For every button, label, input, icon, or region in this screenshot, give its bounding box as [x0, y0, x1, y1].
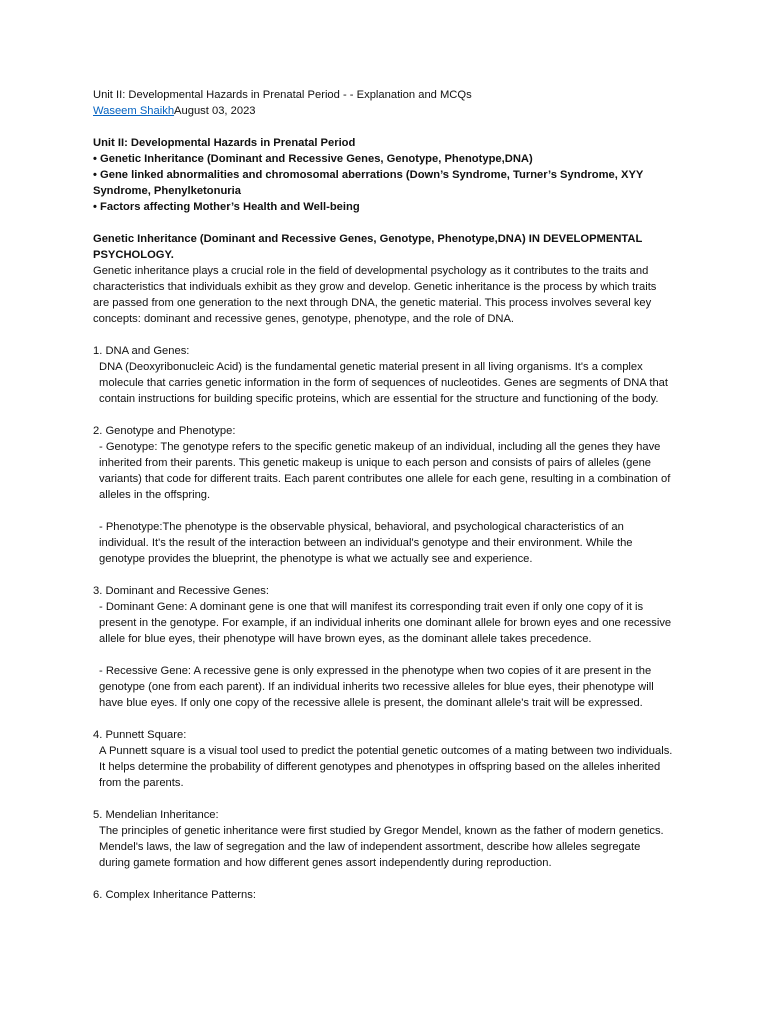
spacer: [93, 567, 673, 583]
item-text-phenotype: - Phenotype:The phenotype is the observable physical, behavioral, and psychological characteristics of an individual. It's the result of the interaction between an individual's genotype and their environment. While the genotype provides the blueprint, the phenotype is what we actually see and experience.: [99, 521, 633, 565]
spacer: [93, 327, 673, 343]
item-title-complex: 6. Complex Inheritance Patterns:: [93, 889, 256, 901]
outline-bullet: • Factors affecting Mother’s Health and Well-being: [93, 201, 360, 213]
spacer: [93, 791, 673, 807]
outline-bullet: • Genetic Inheritance (Dominant and Recessive Genes, Genotype, Phenotype,DNA): [93, 153, 533, 165]
item-text-recessive: - Recessive Gene: A recessive gene is only expressed in the phenotype when two copies of it are present in the genotype (one from each parent). If an individual inherits two recessive alleles for blue eyes, their phenotype will have blue eyes. If only one copy of the recessive allele is present, the dominant allele's trait will be expressed.: [99, 665, 654, 709]
spacer: [93, 407, 673, 423]
spacer: [93, 711, 673, 727]
item-text-dominant: - Dominant Gene: A dominant gene is one that will manifest its corresponding trait even if only one copy of it is present in the genotype. For example, if an individual inherits one dominant allele for brown eyes and one recessive allele for blue eyes, their phenotype will have brown eyes, as the dominant allele takes precedence.: [99, 601, 672, 645]
spacer: [93, 503, 673, 519]
post-date: August 03, 2023: [174, 105, 256, 117]
spacer: [93, 871, 673, 887]
outline-bullet: • Gene linked abnormalities and chromosomal aberrations (Down’s Syndrome, Turner’s Syndrome, XYY Syndrome, Phenylketonuria: [93, 169, 644, 197]
item-text-genotype: - Genotype: The genotype refers to the specific genetic makeup of an individual, including all the genes they have inherited from their parents. This genetic makeup is unique to each person and consists of pairs of alleles (gene variants) that code for different traits. Each parent contributes one allele for each gene, resulting in a combination of alleles in the offspring.: [99, 441, 671, 501]
spacer: [93, 215, 673, 231]
byline: [93, 103, 673, 119]
item-title-punnett: 4. Punnett Square:: [93, 729, 187, 741]
item-title-mendel: 5. Mendelian Inheritance:: [93, 809, 219, 821]
item-title-dna: 1. DNA and Genes:: [93, 345, 190, 357]
item-text-dna: DNA (Deoxyribonucleic Acid) is the fundamental genetic material present in all living organisms. It's a complex molecule that carries genetic information in the form of sequences of nucleotides. Genes are segments of DNA that contain instructions for building specific proteins, which are essential for the structure and functioning of the body.: [99, 361, 668, 405]
item-text-mendel: The principles of genetic inheritance were first studied by Gregor Mendel, known as the father of modern genetics. Mendel's laws, the law of segregation and the law of independent assortment, describe how alleles segregate during gamete formation and how different genes assort independently during reproduction.: [99, 825, 664, 869]
section-intro: Genetic inheritance plays a crucial role in the field of developmental psychology as it contributes to the traits and characteristics that individuals exhibit as they grow and develop. Genetic inheritance is the process by which traits are passed from one generation to the next through DNA, the genetic material. This process involves several key concepts: dominant and recessive genes, genotype, phenotype, and the role of DNA.: [93, 265, 657, 325]
item-text-punnett: A Punnett square is a visual tool used to predict the potential genetic outcomes of a mating between two individuals. It helps determine the probability of different genotypes and phenotypes in offspring based on the alleles inherited from the parents.: [99, 745, 673, 789]
outline-heading: Unit II: Developmental Hazards in Prenatal Period: [93, 137, 356, 149]
section-heading: Genetic Inheritance (Dominant and Recessive Genes, Genotype, Phenotype,DNA) IN DEVELOPMENTAL PSYCHOLOGY.: [93, 233, 643, 261]
item-title-dominant-recessive: 3. Dominant and Recessive Genes:: [93, 585, 269, 597]
spacer: [93, 647, 673, 663]
item-title-genotype-phenotype: 2. Genotype and Phenotype:: [93, 425, 236, 437]
document-title: Unit II: Developmental Hazards in Prenatal Period - - Explanation and MCQs: [93, 89, 472, 101]
spacer: [93, 119, 673, 135]
document-body: [93, 87, 673, 903]
author-link[interactable]: Waseem Shaikh: [93, 105, 175, 117]
